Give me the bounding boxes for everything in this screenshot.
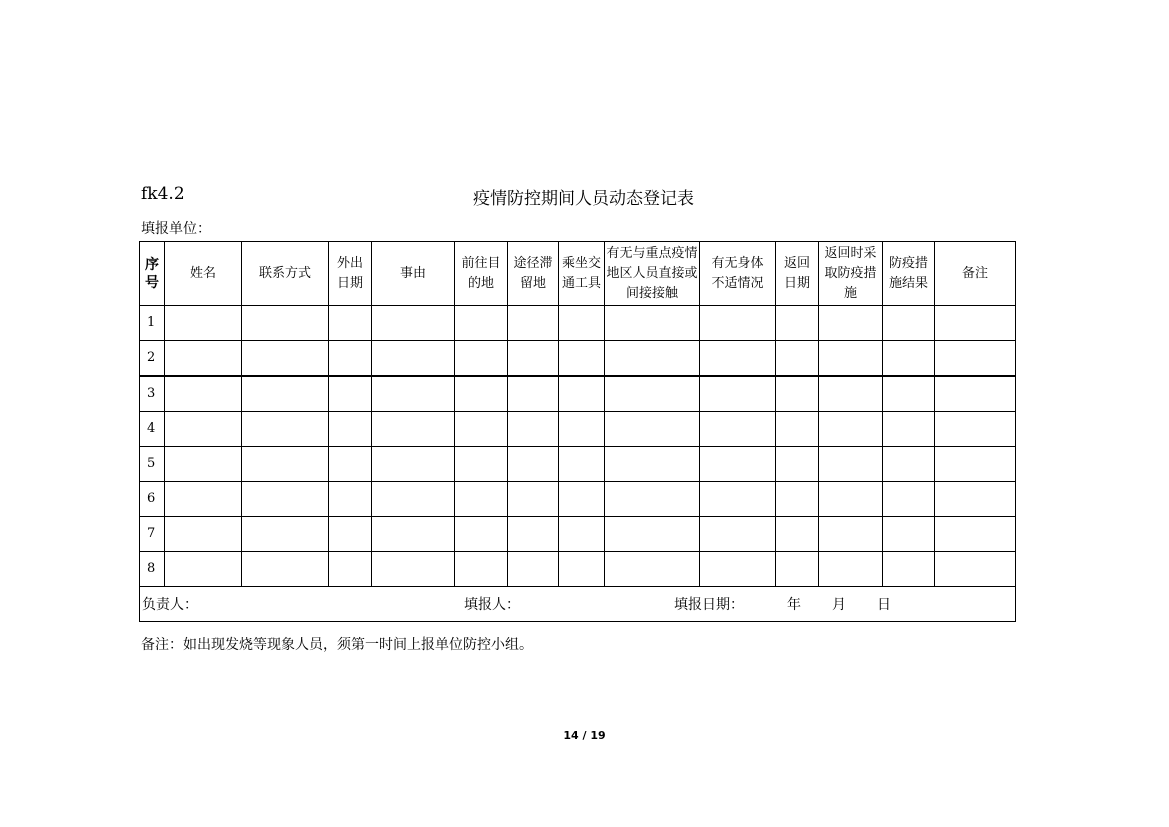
table-cell	[165, 306, 242, 341]
table-cell	[605, 306, 700, 341]
table-cell	[242, 517, 329, 552]
table-row	[140, 517, 1016, 552]
table-cell	[372, 412, 455, 447]
table-cell	[455, 482, 508, 517]
table-cell	[776, 482, 819, 517]
table-cell	[883, 552, 935, 587]
table-cell	[508, 341, 559, 377]
registration-table	[139, 241, 1016, 622]
row-number: 2	[140, 341, 165, 377]
table-cell	[242, 306, 329, 341]
table-cell	[372, 482, 455, 517]
header-label: 有无与重点疫情地区人员直接或间接接触	[606, 245, 698, 301]
table-cell	[559, 552, 605, 587]
footer-row	[140, 587, 1016, 622]
table-cell	[559, 341, 605, 377]
header-label: 防疫措施结果	[888, 255, 928, 291]
table-cell	[700, 552, 776, 587]
table-cell	[508, 376, 559, 412]
table-cell	[776, 376, 819, 412]
table-cell	[372, 552, 455, 587]
table-cell	[329, 517, 372, 552]
table-row	[140, 376, 1016, 412]
header-label: 有无身体不适情况	[711, 255, 764, 291]
table-cell	[455, 412, 508, 447]
table-cell	[776, 341, 819, 377]
table-cell	[700, 412, 776, 447]
table-cell	[776, 447, 819, 482]
table-cell	[935, 412, 1016, 447]
table-cell	[700, 517, 776, 552]
table-cell	[455, 447, 508, 482]
header-cell	[329, 242, 372, 306]
table-cell	[883, 341, 935, 377]
table-cell	[935, 552, 1016, 587]
table-cell	[165, 517, 242, 552]
table-cell	[455, 306, 508, 341]
table-cell	[605, 412, 700, 447]
header-label: 姓名	[189, 265, 216, 281]
table-cell	[165, 447, 242, 482]
table-row	[140, 447, 1016, 482]
filler-label: 填报人：	[464, 597, 520, 613]
header-label: 事由	[399, 265, 426, 281]
header-cell	[372, 242, 455, 306]
day-label: 日	[877, 597, 891, 613]
table-cell	[605, 447, 700, 482]
table-cell	[883, 447, 935, 482]
table-cell	[883, 412, 935, 447]
table-cell	[776, 412, 819, 447]
header-cell	[605, 242, 700, 306]
table-cell	[883, 482, 935, 517]
table-cell	[165, 412, 242, 447]
table-cell	[372, 306, 455, 341]
table-cell	[776, 552, 819, 587]
table-cell	[455, 341, 508, 377]
table-cell	[165, 341, 242, 377]
table-cell	[935, 376, 1016, 412]
table-cell	[605, 482, 700, 517]
table-row	[140, 482, 1016, 517]
page-indicator: 14 / 19	[563, 729, 606, 742]
table-cell	[242, 341, 329, 377]
table-cell	[242, 447, 329, 482]
table-cell	[329, 341, 372, 377]
row-number: 1	[140, 306, 165, 341]
table-cell	[329, 447, 372, 482]
table-cell	[883, 517, 935, 552]
table-cell	[508, 306, 559, 341]
table-cell	[559, 447, 605, 482]
table-cell	[559, 482, 605, 517]
table-cell	[700, 306, 776, 341]
document-title: 疫情防控期间人员动态登记表	[473, 189, 694, 209]
table-cell	[508, 517, 559, 552]
table-cell	[242, 412, 329, 447]
table-cell	[883, 376, 935, 412]
header-cell	[819, 242, 883, 306]
table-cell	[372, 517, 455, 552]
table-cell	[819, 482, 883, 517]
table-cell	[559, 306, 605, 341]
table-cell	[700, 482, 776, 517]
table-cell	[819, 306, 883, 341]
header-cell	[508, 242, 559, 306]
table-cell	[455, 376, 508, 412]
table-cell	[329, 376, 372, 412]
table-cell	[508, 447, 559, 482]
table-cell	[819, 412, 883, 447]
table-cell	[935, 482, 1016, 517]
table-cell	[508, 412, 559, 447]
table-cell	[605, 517, 700, 552]
header-label: 前往目的地	[461, 255, 501, 291]
table-cell	[242, 552, 329, 587]
table-row	[140, 341, 1016, 377]
table-cell	[372, 447, 455, 482]
month-label: 月	[832, 597, 846, 613]
table-cell	[329, 552, 372, 587]
table-row	[140, 412, 1016, 447]
table-cell	[372, 341, 455, 377]
footnote: 备注：如出现发烧等现象人员，须第一时间上报单位防控小组。	[141, 637, 533, 653]
table-cell	[819, 376, 883, 412]
header-label: 序号	[145, 256, 159, 291]
table-cell	[605, 376, 700, 412]
table-cell	[329, 306, 372, 341]
table-cell	[776, 517, 819, 552]
table-cell	[819, 447, 883, 482]
header-label: 返回日期	[783, 255, 810, 291]
table-cell	[165, 482, 242, 517]
table-cell	[700, 341, 776, 377]
fill-date-label: 填报日期：	[674, 597, 744, 613]
table-cell	[455, 552, 508, 587]
table-cell	[165, 552, 242, 587]
table-cell	[935, 447, 1016, 482]
row-number: 6	[140, 482, 165, 517]
table-cell	[819, 341, 883, 377]
header-cell	[883, 242, 935, 306]
table-cell	[935, 306, 1016, 341]
table-cell	[559, 376, 605, 412]
table-cell	[605, 341, 700, 377]
table-cell	[329, 412, 372, 447]
header-cell	[559, 242, 605, 306]
header-label: 乘坐交通工具	[561, 255, 601, 291]
table-row	[140, 552, 1016, 587]
row-number: 3	[140, 376, 165, 412]
header-label: 途径滞留地	[513, 255, 553, 291]
document-code: fk4.2	[141, 184, 185, 204]
header-cell	[935, 242, 1016, 306]
row-number: 7	[140, 517, 165, 552]
header-label: 外出日期	[336, 255, 363, 291]
table-cell	[559, 517, 605, 552]
table-cell	[559, 412, 605, 447]
header-row	[140, 242, 1016, 306]
row-number: 5	[140, 447, 165, 482]
header-label: 联系方式	[258, 265, 311, 281]
table-cell	[700, 376, 776, 412]
reporting-unit-label: 填报单位：	[141, 221, 211, 237]
header-cell	[776, 242, 819, 306]
table-cell	[242, 482, 329, 517]
header-cell	[700, 242, 776, 306]
table-cell	[776, 306, 819, 341]
responsible-person-label: 负责人：	[142, 597, 198, 613]
table-cell	[700, 447, 776, 482]
table-cell	[242, 376, 329, 412]
footer-cell	[140, 587, 1016, 622]
row-number: 4	[140, 412, 165, 447]
header-label: 备注	[961, 265, 988, 281]
header-label: 返回时采取防疫措施	[824, 245, 877, 301]
header-cell	[455, 242, 508, 306]
table-cell	[819, 552, 883, 587]
header-cell	[140, 242, 165, 306]
table-cell	[819, 517, 883, 552]
table-cell	[605, 552, 700, 587]
table-cell	[329, 482, 372, 517]
table-cell	[455, 517, 508, 552]
row-number: 8	[140, 552, 165, 587]
table-cell	[935, 517, 1016, 552]
header-cell	[242, 242, 329, 306]
year-label: 年	[787, 597, 801, 613]
header-cell	[165, 242, 242, 306]
table-cell	[372, 376, 455, 412]
table-cell	[165, 376, 242, 412]
table-cell	[883, 306, 935, 341]
table-row	[140, 306, 1016, 341]
table-cell	[935, 341, 1016, 377]
table-cell	[508, 552, 559, 587]
table-cell	[508, 482, 559, 517]
